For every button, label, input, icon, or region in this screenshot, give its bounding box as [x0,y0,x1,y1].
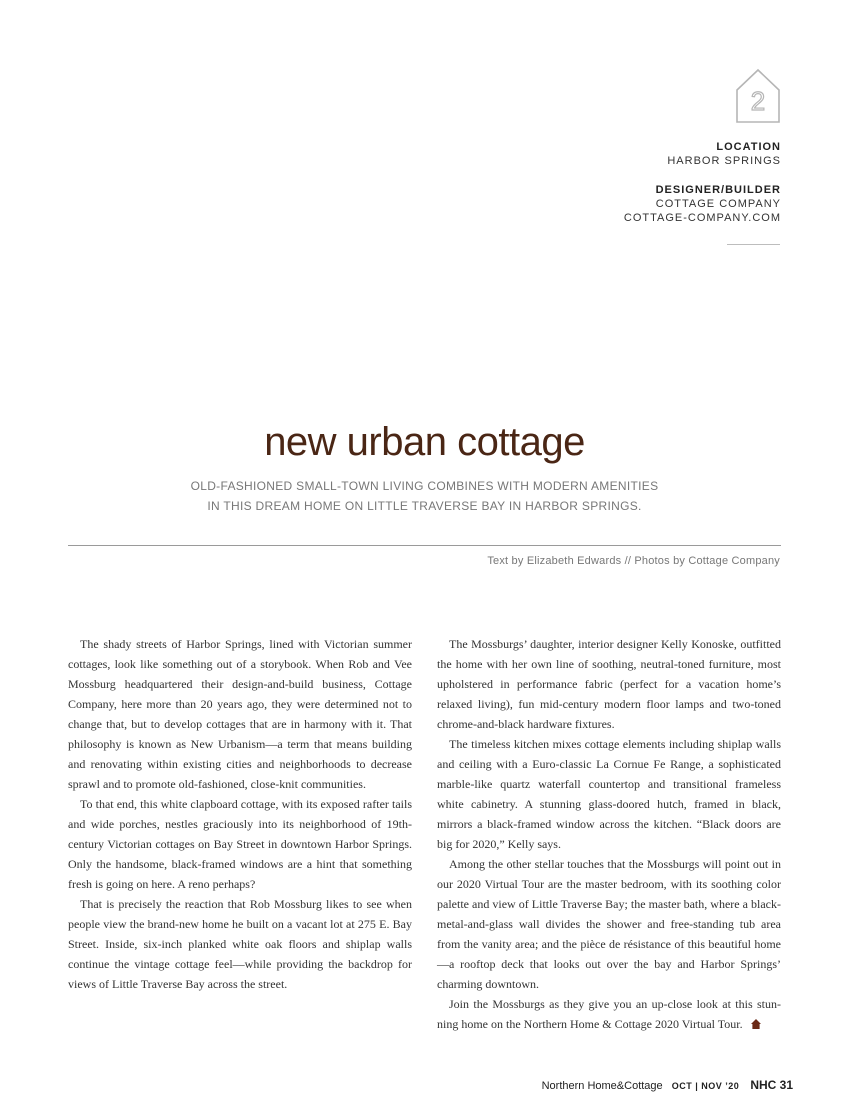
info-divider [727,244,780,245]
paragraph: The timeless kitchen mixes cottage elements including shiplap walls and ceiling with a Euro-classic La Cornue Fe Range, a sophisticated marble-like quartz waterfall countertop and transitional frameless white cabinetry. A stunning glass-doored hutch, framed in black, mirrors a black-framed window across the kitchen. “Black doors are big for 2020,” Kelly says. [437,737,781,851]
paragraph: To that end, this white clapboard cottage, with its exposed rafter tails and wide porches, nestles graciously into its neighborhood of 19th-century Victorian cottages on Bay Street in downtown Harbor Springs. Only the handsome, black-framed windows are a hint that something fresh is going on here. A reno perhaps? [68,797,412,891]
page-footer [542,1078,793,1092]
paragraph: The Mossburgs’ daughter, interior designer Kelly Konoske, outfitted the home with her own line of soothing, neutral-toned furniture, most upholstered in performance fabric (perfect for a vacation home’s relaxed living), fun mid-century modern floor lamps and two-toned chrome-and-black hardware fixtures. [437,637,781,731]
designer-url[interactable]: COTTAGE-COMPANY.COM [623,212,781,224]
paragraph: The shady streets of Harbor Springs, lined with Victorian summer cottages, look like something out of a storybook. When Rob and Vee Mossburg headquartered their design-and-build business, Cottage Company, here more than 20 years ago, they were determined not to change that, but to develop cottages that are in harmony with it. That philosophy is known as New Urbanism—a term that means building and renovating within existing cities and neighborhoods to decrease sprawl and to promote old-fashioned, close-knit communities. [68,637,412,791]
designer-name: COTTAGE COMPANY [655,198,781,210]
paragraph: That is precisely the reaction that Rob Mossburg likes to see when people view the brand-new home he built on a vacant lot at 275 E. Bay Street. Inside, six-inch planked white oak floors and shiplap walls continue the vintage cottage feel—while providing the backdrop for views of Little Traverse Bay across the street. [68,897,412,991]
page-number: NHC 31 [750,1078,793,1092]
issue-date: OCT | NOV ’20 [671,1081,740,1091]
article-credits: Text by Elizabeth Edwards // Photos by Cottage Company [487,555,780,567]
designer-label: DESIGNER/BUILDER [655,184,781,196]
location-value: HARBOR SPRINGS [667,155,781,167]
house-number-badge [735,68,781,124]
section-divider [68,545,781,546]
badge-number: 2 [750,86,766,116]
article-subtitle [0,476,849,516]
publication-name: Northern Home&Cottage [541,1080,663,1092]
article-title: new urban cottage [264,420,585,464]
house-outline-icon [735,68,781,124]
location-label: LOCATION [716,141,781,153]
subtitle-line-2: IN THIS DREAM HOME ON LITTLE TRAVERSE BAY IN HARBOR SPRINGS. [207,499,642,513]
paragraph: Among the other stellar touches that the Mossburgs will point out in our 2020 Virtual Tour are the master bedroom, with its soothing color palette and view of Little Traverse Bay; the master bath, where a black-metal-and-glass wall divides the shower and free-standing tub area from the vanity area; and the pièce de résistance of this beautiful home—a rooftop deck that looks out over the bay and Harbor Springs’ charming downtown. [437,857,781,991]
paragraph-final [437,994,781,1034]
paragraph-final-text: Join the Mossburgs as they give you an up-close look at this stunning home on the Northern Home & Cottage 2020 Virtual Tour. [437,997,781,1031]
subtitle-line-1: OLD-FASHIONED SMALL-TOWN LIVING COMBINES WITH MODERN AMENITIES [190,479,659,493]
body-column-right [437,634,781,1034]
body-column-left [68,634,412,994]
house-end-mark-icon [751,1019,761,1029]
project-info [624,140,781,225]
